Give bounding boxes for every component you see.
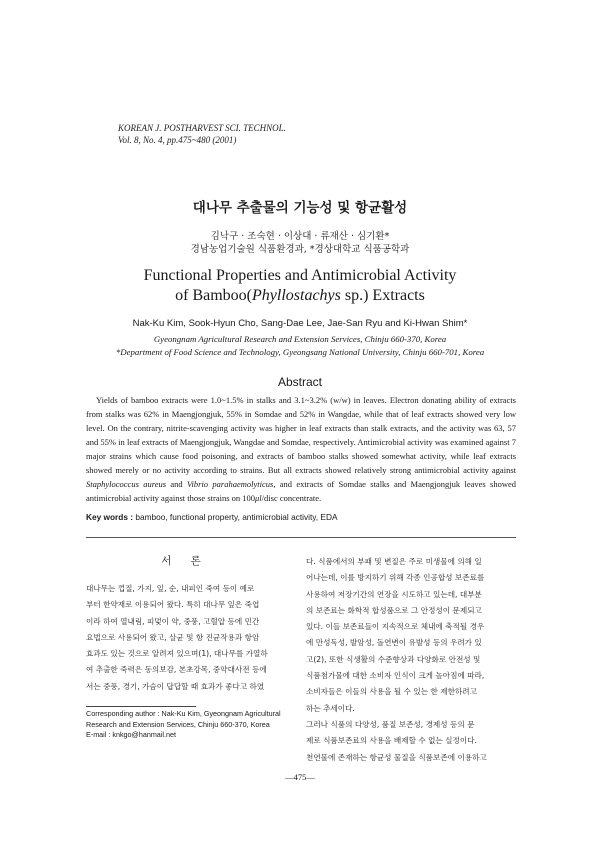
footnote-rule (86, 706, 196, 707)
title-suffix: sp.) Extracts (340, 287, 425, 304)
body-line: 그러나 식품의 다양성, 품질 보존성, 경제성 등의 문 (306, 719, 475, 729)
title-genus: Phyllostachys (252, 287, 341, 304)
footnote-line: Corresponding author : Nak-Ku Kim, Gyeongnam Agricultural (86, 709, 281, 718)
korean-affiliation: 경남농업기술원 식품환경과, *경상대학교 식품공학과 (190, 244, 410, 255)
body-line: 여 추출한 죽력은 동의보감, 본초강목, 중약대사전 등에 (86, 665, 267, 675)
english-affiliation-1: Gyeongnam Agricultural Research and Extension Services, Chinju 660-370, Korea (153, 334, 447, 344)
body-line: 대나무는 껍질, 가지, 잎, 순, 내피인 죽여 등이 예로 (86, 584, 255, 593)
body-line: 있다. 이들 보존료들이 지속적으로 체내에 축적될 경우 (306, 622, 485, 632)
body-line: 서는 중풍, 경기, 가슴이 답답할 때 효과가 좋다고 하였 (86, 681, 265, 691)
abstract-text: , and extracts of Somdae stalks and Maengjongjuk leaves showed antimicrobial activity against those strains on 100 (86, 479, 516, 503)
species-name: Staphylococcus aureus (86, 479, 167, 489)
body-column-left (86, 581, 286, 695)
journal-header (118, 122, 286, 146)
body-line: 에 만성독성, 발암성, 돌연변이 유발성 등의 우려가 있 (306, 638, 482, 648)
english-title-line2 (0, 286, 600, 306)
english-affiliation-2: *Department of Food Science and Technology, Gyeongsang National University, Chinju 660-701, Korea (115, 347, 485, 357)
keywords-text: bamboo, functional property, antimicrobial activity, EDA (135, 512, 338, 522)
footnote (86, 709, 296, 741)
body-line: 천연물에 존재하는 항균성 물질을 식품보존에 이용하고 (306, 752, 487, 762)
abstract-text: Yields of bamboo extracts were 1.0~1.5% in stalks and 3.1~3.2% (w/w) in leaves. Electron donating ability of extracts from stalks was 62% in Maengjongjuk, 55% in Somdae and 52% in Wangdae, while that of leaf extracts showed very low level. On the contrary, nitrite-scavenging activity was higher in leaf extracts than stalk extracts, and the activity was 63, 57 and 55% in leaf extracts of Maengjongjuk, Wangdae and Somdae, respectively. Antimicrobial activity was examined against 7 major strains which cause food poisoning, and extracts of bamboo stalks showed somewhat activity, while leaf extracts showed merely or no activity according to strains. But all extracts showed relatively strong antimicrobial activity against (86, 395, 516, 475)
body-line: 효과도 있는 것으로 알려져 있으며(1), 대나무를 가열하 (86, 649, 268, 659)
section-title-introduction: 서 론 (161, 555, 209, 567)
journal-name: KOREAN J. POSTHARVEST SCI. TECHNOL. (118, 123, 286, 133)
unit-text: μl (255, 493, 262, 503)
body-column-right (306, 554, 518, 766)
body-line: 하는 추세이다. (306, 703, 355, 713)
english-title (0, 266, 600, 306)
body-line: 사용하여 저장기간의 연장을 시도하고 있는데, 대부분 (306, 589, 482, 599)
keywords-label: Key words : (86, 512, 136, 522)
title-prefix: of Bamboo( (175, 287, 252, 304)
body-line: 다. 식품에서의 부패 및 변질은 주로 미생물에 의해 일 (306, 557, 482, 566)
species-name: Vibrio parahaemolyticus (186, 479, 274, 489)
body-line: 이라 하여 열내림, 피멎이 약, 중풍, 고혈압 등에 민간 (86, 616, 260, 626)
body-line: 의 보존료는 화학적 합성품으로 그 안정성이 문제되고 (306, 605, 482, 615)
footnote-line: Research and Extension Services, Chinju 660-370, Korea (86, 719, 270, 729)
footnote-email: E-mail : knkgo@hanmail.net (86, 730, 176, 739)
english-authors: Nak-Ku Kim, Sook-Hyun Cho, Sang-Dae Lee, Jae-San Ryu and Ki-Hwan Shim* (132, 318, 468, 329)
keywords (86, 512, 337, 522)
body-line: 요법으로 사용되어 왔고, 살균 및 항 진균작용과 항암 (86, 632, 260, 642)
abstract-body (86, 393, 516, 505)
abstract-heading: Abstract (277, 375, 322, 389)
korean-authors: 김낙구 · 조숙현 · 이상대 · 류재산 · 심기환* (210, 231, 390, 242)
abstract-text: and (166, 479, 187, 489)
body-line: 고(2), 또한 식생활의 수준향상과 다양화로 안전성 및 (306, 654, 481, 664)
english-title-line1: Functional Properties and Antimicrobial Activity (143, 267, 457, 284)
body-line: 어나는데, 이를 방지하기 위해 각종 인공합성 보존료를 (306, 573, 485, 583)
body-line: 소비자들은 이들의 사용을 될 수 있는 한 제한하려고 (306, 687, 477, 697)
body-line: 식품첨가물에 대한 소비자 인식이 크게 높아짐에 따라, (306, 671, 485, 681)
body-line: 부터 한약재로 이용되어 왔다. 특히 대나무 잎은 죽엽 (86, 600, 260, 610)
divider (86, 537, 516, 538)
body-line: 제로 식품보존료의 사용을 배제할 수 없는 실정이다. (306, 736, 477, 746)
page-number: —475— (285, 772, 315, 782)
korean-title: 대나무 추출물의 기능성 및 항균활성 (192, 200, 408, 216)
abstract-text: /disc concentrate. (261, 493, 322, 503)
journal-citation: Vol. 8, No. 4, pp.475~480 (2001) (118, 135, 237, 145)
